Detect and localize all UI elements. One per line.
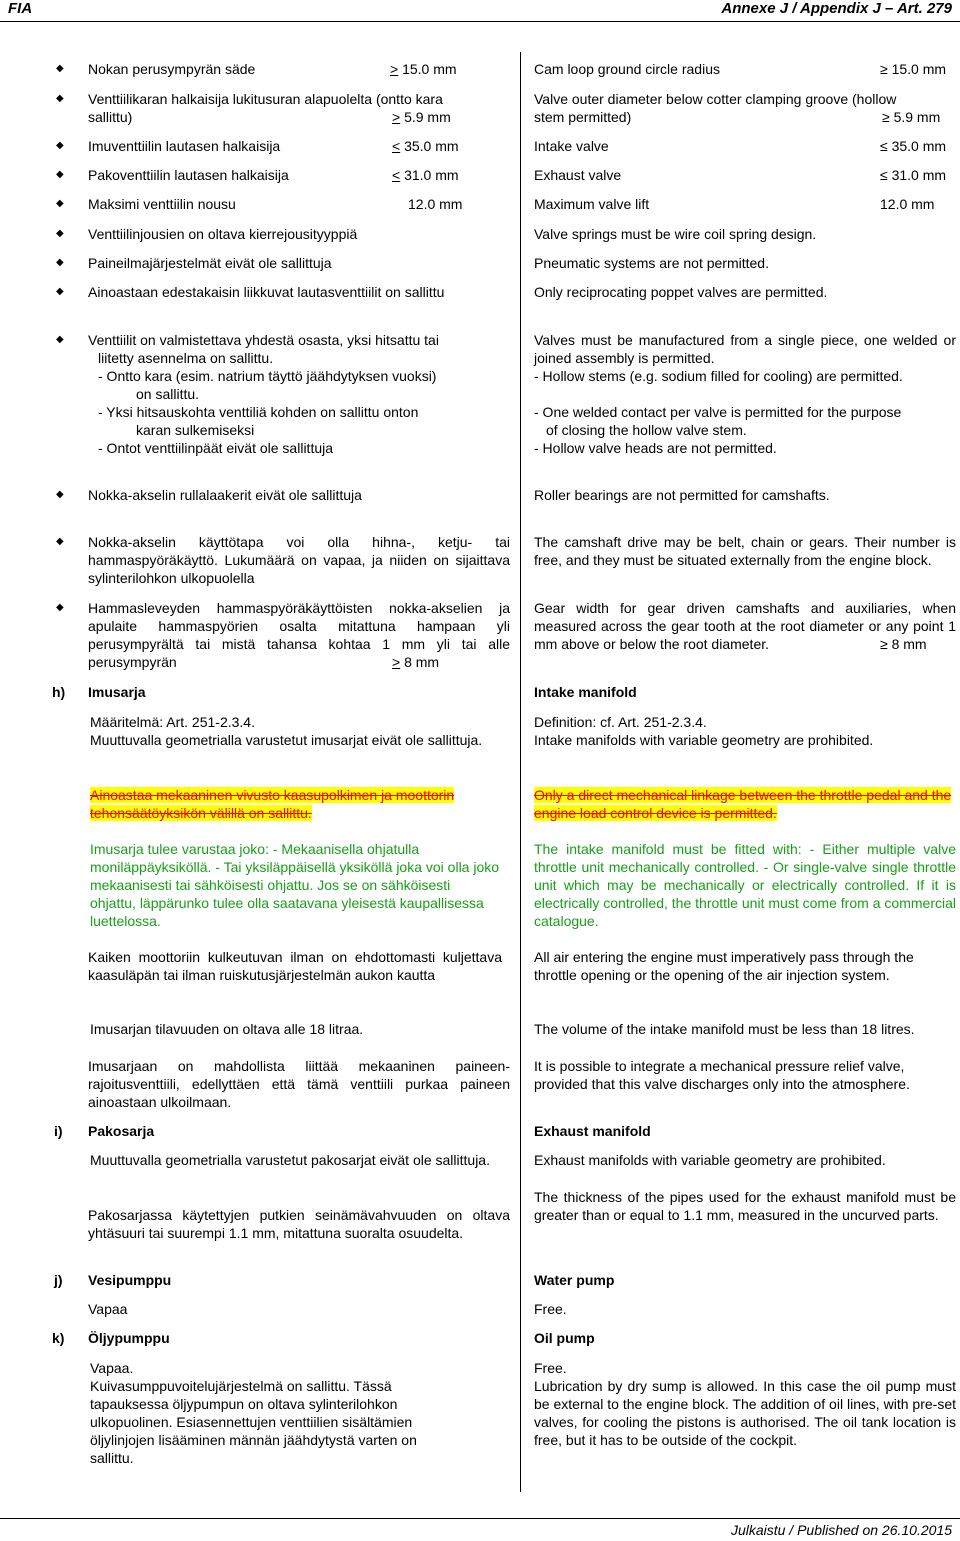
fi-title-water: Vesipumppu — [88, 1272, 172, 1288]
en-intake-var: Intake manifolds with variable geometry are prohibited. — [534, 732, 874, 748]
en-intake-def: Definition: cf. Art. 251-2.3.4. — [534, 714, 707, 730]
en-valve-lift: Maximum valve lift — [534, 196, 650, 212]
fi-title-intake: Imusarja — [88, 684, 146, 700]
bullet-icon: ◆ — [56, 286, 64, 297]
en-title-exhaust: Exhaust manifold — [534, 1123, 651, 1139]
fi-exhaust-var: Muuttuvalla geometrialla varustetut pakosarjat eivät ole sallittuja. — [90, 1152, 490, 1168]
fi-valves-4: on sallittu. — [136, 386, 200, 402]
fi-intake-air: Kaiken moottoriin kulkeutuvan ilman on ehdottomasti kuljettava kaasuläpän tai ilman ruiskutusjärjestelmän aukon kautta — [88, 949, 502, 983]
en-water-free: Free. — [534, 1301, 567, 1317]
en-valves-5: of closing the hollow valve stem. — [546, 422, 747, 438]
column-divider — [520, 52, 521, 1492]
en-pneumatic: Pneumatic systems are not permitted. — [534, 255, 769, 271]
fi-cam-radius: Nokan perusympyrän säde — [88, 61, 256, 77]
en-title-oil: Oil pump — [534, 1330, 595, 1346]
fi-valves-6: karan sulkemiseksi — [136, 422, 255, 438]
fi-valves-1: Venttiilit on valmistettava yhdestä osasta, yksi hitsattu tai — [88, 332, 439, 348]
en-exhaust-valve: Exhaust valve — [534, 167, 622, 183]
fi-valve-diameter-2: sallittu) — [88, 109, 133, 125]
fi-exhaust-valve: Pakoventtiilin lautasen halkaisija — [88, 167, 289, 183]
fi-valve-diameter-1: Venttiilikaran halkaisija lukitusuran alapuolelta (ontto kara — [88, 91, 443, 107]
page-header — [0, 0, 960, 20]
fi-valve-lift-value: 12.0 mm — [408, 196, 463, 212]
fi-intake-valve-value: < 35.0 mm — [392, 138, 459, 154]
en-intake-relief: It is possible to integrate a mechanical pressure relief valve, provided that this valve discharges only into the atmosphere. — [534, 1058, 910, 1092]
en-valves-1: Valves must be manufactured from a single piece, one welded or joined assembly is permitted. — [534, 332, 956, 366]
fi-intake-relief: Imusarjaan on mahdollista liittää mekaaninen paineen-rajoitusventtiili, edellyttäen että tämä venttiili purkaa paineen ainoastaan ulkoilmaan. — [88, 1058, 510, 1110]
en-drive: The camshaft drive may be belt, chain or gears. Their number is free, and they must be situated externally from the engine block. — [534, 534, 956, 568]
footer-rule — [0, 1518, 960, 1519]
en-valve-springs: Valve springs must be wire coil spring design. — [534, 226, 817, 242]
fi-valves-2: liitetty asennelma on sallittu. — [98, 350, 274, 366]
en-poppet: Only reciprocating poppet valves are permitted. — [534, 284, 828, 300]
fi-drive: Nokka-akselin käyttötapa voi olla hihna-, ketju- tai hammaspyöräkäyttö. Lukumäärä on vapaa, ja niiden on sijaittava sylinterilohkon ulkopuolella — [88, 534, 510, 586]
en-valves-6: - Hollow valve heads are not permitted. — [534, 440, 777, 456]
fi-intake-green: Imusarja tulee varustaa joko: - Mekaanisella ohjatulla moniläppäyksiköllä. - Tai yksiläppäisellä yksiköllä joka voi olla joko mekaanisesti tai sähköisesti ohjattu. Jos se on sähköisesti ohjattu, läppärunko tulee olla saatavana yleisestä kaupallisessa luettelossa. — [90, 841, 500, 929]
fi-gear: Hammasleveyden hammaspyöräkäyttöisten nokka-akselien ja apulaite hammaspyörien osalta mitattuna hampaan yli perusympyrältä tai mistä tahansa kohtaa 1 mm yli tai alle perusympyrän — [88, 600, 510, 670]
fi-valve-lift: Maksimi venttiilin nousu — [88, 196, 236, 212]
en-title-water: Water pump — [534, 1272, 615, 1288]
en-intake-volume: The volume of the intake manifold must be less than 18 litres. — [534, 1021, 915, 1037]
fi-valves-5: - Yksi hitsauskohta venttiliä kohden on sallittu onton — [98, 404, 419, 420]
en-exhaust-var: Exhaust manifolds with variable geometry are prohibited. — [534, 1152, 886, 1168]
fi-roller: Nokka-akselin rullalaakerit eivät ole sallittuja — [88, 487, 362, 503]
section-letter-h: h) — [52, 684, 66, 700]
fi-intake-valve: Imuventtiilin lautasen halkaisija — [88, 138, 281, 154]
bullet-icon: ◆ — [56, 169, 64, 180]
bullet-icon: ◆ — [56, 63, 64, 74]
en-intake-valve: Intake valve — [534, 138, 609, 154]
en-cam-radius-value: ≥ 15.0 mm — [880, 60, 946, 78]
bullet-icon: ◆ — [56, 140, 64, 151]
fi-intake-volume: Imusarjan tilavuuden on oltava alle 18 litraa. — [90, 1021, 364, 1037]
section-letter-j: j) — [54, 1272, 63, 1288]
fi-title-exhaust: Pakosarja — [88, 1123, 155, 1139]
en-valves-4: - One welded contact per valve is permitted for the purpose — [534, 404, 902, 420]
fi-valves-7: - Ontot venttiilinpäät eivät ole sallittuja — [98, 440, 334, 456]
en-gear-value: ≥ 8 mm — [880, 635, 927, 653]
en-valves-3: - Hollow stems (e.g. sodium filled for cooling) are permitted. — [534, 368, 903, 384]
header-right: Annexe J / Appendix J – Art. 279 — [721, 0, 952, 17]
fi-valve-diameter-value: > 5.9 mm — [392, 109, 451, 125]
bullet-icon: ◆ — [56, 257, 64, 268]
fi-valve-springs: Venttiilinjousien on oltava kierrejousityyppiä — [88, 226, 358, 242]
header-rule — [0, 21, 960, 22]
en-gear: Gear width for gear driven camshafts and auxiliaries, when measured across the gear tooth at the root diameter or any point 1 mm above or below the root diameter. — [534, 600, 956, 652]
bullet-icon: ◆ — [56, 602, 64, 613]
fi-exhaust-pipe: Pakosarjassa käytettyjen putkien seinämävahvuuden on oltava yhtäsuuri tai suurempi 1.1 mm, mitattuna suoralta osuudelta. — [88, 1207, 510, 1241]
en-exhaust-pipe: The thickness of the pipes used for the exhaust manifold must be greater than or equal to 1.1 mm, measured in the uncurved parts. — [534, 1189, 956, 1223]
en-valve-diameter-value: ≥ 5.9 mm — [882, 108, 940, 126]
en-cam-radius: Cam loop ground circle radius — [534, 61, 720, 77]
fi-intake-strike: Ainoastaa mekaaninen vivusto kaasupolkimen ja moottorin tehonsäätöyksikön välillä on sallittu. — [90, 787, 455, 821]
en-oil-body: Lubrication by dry sump is allowed. In this case the oil pump must be external to the engine block. The addition of oil lines, with pre-set valves, for cooling the pistons is authorised. The oil tank location is free, but it has to be outside of the cockpit. — [534, 1378, 956, 1448]
fi-pneumatic: Paineilmajärjestelmät eivät ole sallittuja — [88, 255, 332, 271]
en-intake-air: All air entering the engine must imperatively pass through the throttle opening or the opening of the air injection system. — [534, 949, 914, 983]
fi-cam-radius-value: > 15.0 mm — [390, 61, 457, 77]
section-letter-i: i) — [54, 1123, 63, 1139]
fi-valves-3: - Ontto kara (esim. natrium täyttö jäähdytyksen vuoksi) — [98, 368, 437, 384]
en-valve-diameter-2: stem permitted) — [534, 109, 632, 125]
en-valve-lift-value: 12.0 mm — [880, 196, 935, 212]
fi-oil-body: Kuivasumppuvoitelujärjestelmä on sallittu. Tässä tapauksessa öljypumpun on oltava sylinterilohkon ulkopuolinen. Esiasennettujen venttiilien sisältämien öljylinjojen lisääminen männän jäähdytystä varten on sallittu. — [90, 1378, 417, 1466]
en-roller: Roller bearings are not permitted for camshafts. — [534, 487, 830, 503]
fi-exhaust-valve-value: < 31.0 mm — [392, 167, 459, 183]
fi-intake-def: Määritelmä: Art. 251-2.3.4. — [90, 714, 255, 730]
en-intake-green: The intake manifold must be fitted with: - Either multiple valve throttle unit mechanically controlled. - Or single-valve single throttle unit which may be mechanically or electrically controlled. If it is electrically controlled, the throttle unit must come from a commercial catalogue. — [534, 841, 956, 929]
bullet-icon: ◆ — [56, 228, 64, 239]
bullet-icon: ◆ — [56, 334, 64, 345]
bullet-icon: ◆ — [56, 93, 64, 104]
en-exhaust-valve-value: ≤ 31.0 mm — [880, 166, 946, 184]
fi-poppet: Ainoastaan edestakaisin liikkuvat lautasventtiilit on sallittu — [88, 284, 445, 300]
bullet-icon: ◆ — [56, 489, 64, 500]
section-letter-k: k) — [52, 1330, 65, 1346]
bullet-icon: ◆ — [56, 198, 64, 209]
fi-oil-free: Vapaa. — [90, 1360, 134, 1376]
en-intake-strike: Only a direct mechanical linkage between the throttle pedal and the engine load control device is permitted. — [534, 787, 952, 821]
fi-gear-value: > 8 mm — [392, 654, 440, 670]
fi-water-free: Vapaa — [88, 1301, 128, 1317]
en-oil-free: Free. — [534, 1360, 567, 1376]
header-left: FIA — [8, 0, 33, 17]
footer-published: Julkaistu / Published on 26.10.2015 — [730, 1522, 952, 1538]
en-intake-valve-value: ≤ 35.0 mm — [880, 137, 946, 155]
fi-intake-var: Muuttuvalla geometrialla varustetut imusarjat eivät ole sallittuja. — [90, 732, 483, 748]
en-valve-diameter-1: Valve outer diameter below cotter clamping groove (hollow — [534, 91, 897, 107]
en-title-intake: Intake manifold — [534, 684, 637, 700]
fi-title-oil: Öljypumppu — [88, 1330, 170, 1346]
bullet-icon: ◆ — [56, 536, 64, 547]
